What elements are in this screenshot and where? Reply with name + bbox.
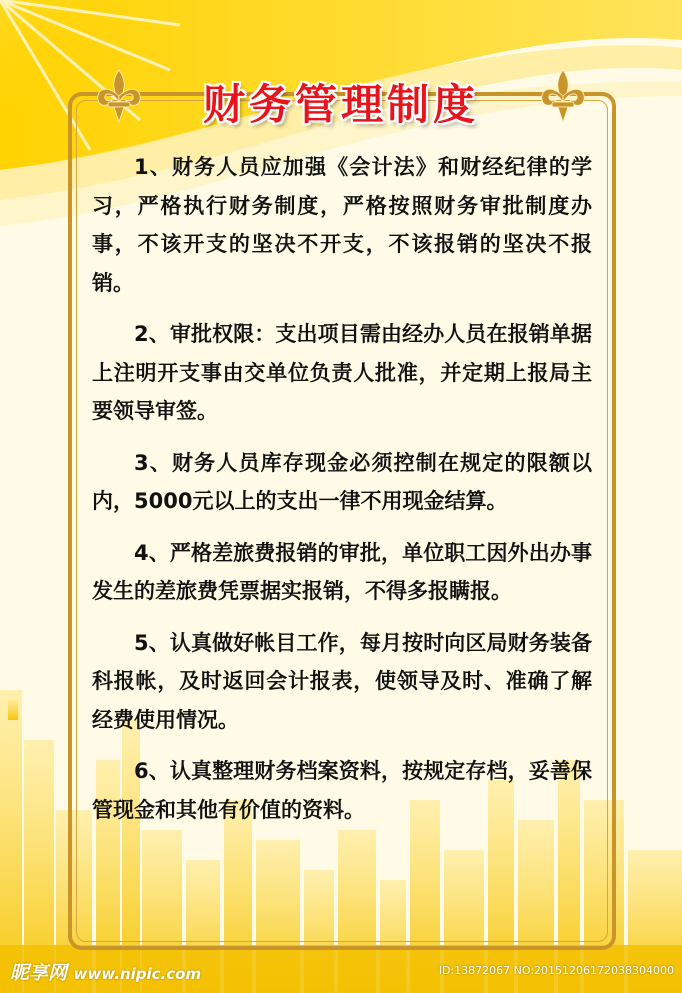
rule-paragraph-3: 3、财务人员库存现金必须控制在规定的限额以内，5000元以上的支出一律不用现金结算。 xyxy=(92,450,592,513)
poster-title: 财务管理制度 xyxy=(202,80,479,129)
watermark-id: ID:13872067 NO:20151206172038304000 xyxy=(438,964,674,977)
rule-paragraph-2: 2、审批权限：支出项目需由经办人员在报销单据上注明开支事由交单位负责人批准，并定期上报局主要领导审签。 xyxy=(92,322,592,423)
watermark-url: www.nipic.com xyxy=(73,965,202,983)
watermark xyxy=(10,958,201,985)
watermark-logo: 昵享网 xyxy=(10,962,68,984)
rule-paragraph-6: 6、认真整理财务档案资料，按规定存档，妥善保管现金和其他有价值的资料。 xyxy=(92,759,592,822)
rule-paragraph-4: 4、严格差旅费报销的审批，单位职工因外出办事发生的差旅费凭票据实报销，不得多报瞒报。 xyxy=(92,540,592,603)
rule-paragraph-1: 1、财务人员应加强《会计法》和财经纪律的学习，严格执行财务制度，严格按照财务审批制度办事，不该开支的坚决不开支，不该报销的坚决不报销。 xyxy=(92,155,592,295)
poster-content xyxy=(92,148,592,842)
rule-paragraph-5: 5、认真做好帐目工作，每月按时向区局财务装备科报帐，及时返回会计报表，使领导及时、准确了解经费使用情况。 xyxy=(92,630,592,732)
